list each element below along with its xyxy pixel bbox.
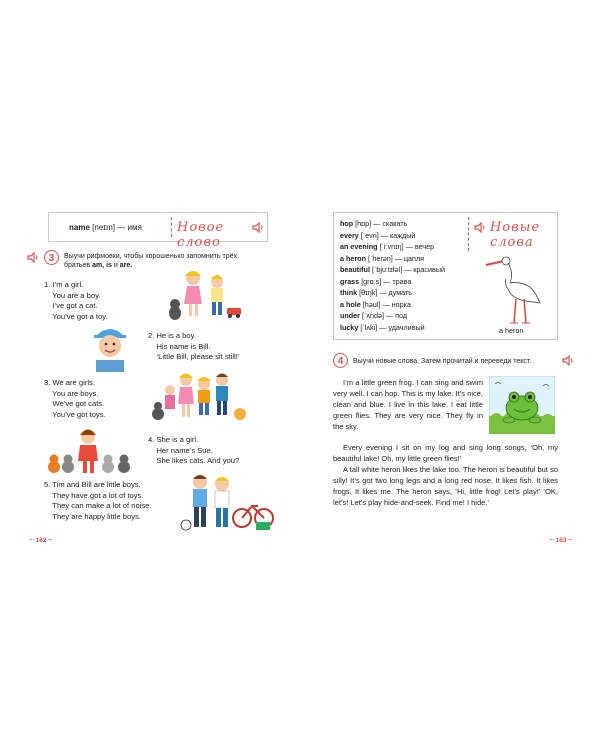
speaker-icon[interactable]	[252, 222, 264, 233]
heron-illustration	[484, 247, 549, 325]
page-number: ~ 163 ~	[550, 537, 573, 544]
new-word-label: Новое слово	[177, 220, 225, 250]
vocab-entry: lucky [ˈlʌki] — удачливый	[340, 322, 425, 332]
speaker-icon[interactable]	[27, 252, 39, 263]
vocab-entry: a hole [həʊl] — норка	[340, 299, 411, 309]
poem-3: 3. We are girls. You are boys. We’ve got cats. You’ve got toys.	[44, 378, 106, 419]
story-paragraph-2: Every evening I sit on my log and sing long songs, ‘Oh, my beautiful lake! Oh, my little green flies!’	[333, 443, 558, 463]
task-instruction: Выучи новые слова. Затем прочитай и переведи текст.	[353, 358, 532, 365]
new-word-box	[48, 212, 268, 250]
task-instruction: Выучи рифмовки, чтобы хорошенько запомнить трёх братьев am, is и are.	[64, 253, 237, 269]
girl-sue-cats-illustration	[44, 425, 139, 475]
poem-4: 4. She is a girl. Her name’s Sue. She likes cats. And you?	[148, 435, 240, 466]
story-text	[333, 378, 483, 433]
story-text-cont	[333, 443, 558, 508]
vocab-entry: grass [ɡrɑːs] — трава	[340, 276, 412, 286]
tim-bill-toys-illustration	[180, 470, 275, 532]
speaker-icon[interactable]	[474, 222, 486, 233]
story-paragraph-3: A tall white heron likes the lake too. The heron is beautiful but so silly! It’s got two long legs and a long red nose. It likes fish. It likes frogs. It likes me. The heron says, ‘Hi, little frog! Let’s play!’ ‘OK, let’s! Let’s play hide-and-seek. Find me! I hide.’	[333, 464, 558, 507]
vocab-entry: every [ˈevri] — каждый	[340, 230, 416, 240]
speaker-icon[interactable]	[562, 355, 574, 366]
poem-5: 5. Tim and Bill are little boys. They have got a lot of toys. They can make a lot of noise. They are happy little boys.	[44, 480, 152, 521]
girl-boy-cat-illustration	[165, 268, 245, 323]
vocab-entry: under [ˈʌndə] — под	[340, 311, 408, 320]
poem-2: 2. He is a boy. His name is Bill. ‘Little Bill, please sit still!’	[148, 331, 240, 362]
vocab-entry: hop [hɒp] — скакать	[340, 219, 408, 228]
vocab-entry: name [neɪm] — имя	[69, 223, 142, 232]
poem-1: 1. I’m a girl. You are a boy. I’ve got a cat. You’ve got a toy.	[44, 280, 108, 321]
vocab-entry: an evening [ˈiːvnɪŋ] — вечер	[340, 242, 435, 251]
vocab-entry: a heron [ˈherən] — цапля	[340, 253, 425, 263]
page-number: ~ 162 ~	[30, 537, 53, 544]
boy-bill-illustration	[88, 322, 133, 372]
new-words-box	[333, 212, 558, 340]
task-number: 4	[333, 353, 348, 368]
children-cats-illustration	[150, 368, 250, 423]
vocab-entry: think [θɪŋk] — думать	[340, 288, 413, 297]
frog-illustration	[489, 376, 555, 434]
vocab-entry: beautiful [ˈbjuːtɪfəl] — красивый	[340, 265, 446, 274]
new-words-label: Новые слова	[490, 220, 541, 250]
heron-caption: a heron	[499, 326, 524, 335]
story-paragraph-1: I’m a little green frog. I can sing and swim very well. I can hop. This is my lake. It’s nice, clean and blue. I live in this lake. I eat little green flies. They are very nice. They fly in the sky.	[333, 378, 483, 431]
task-number: 3	[44, 250, 59, 265]
